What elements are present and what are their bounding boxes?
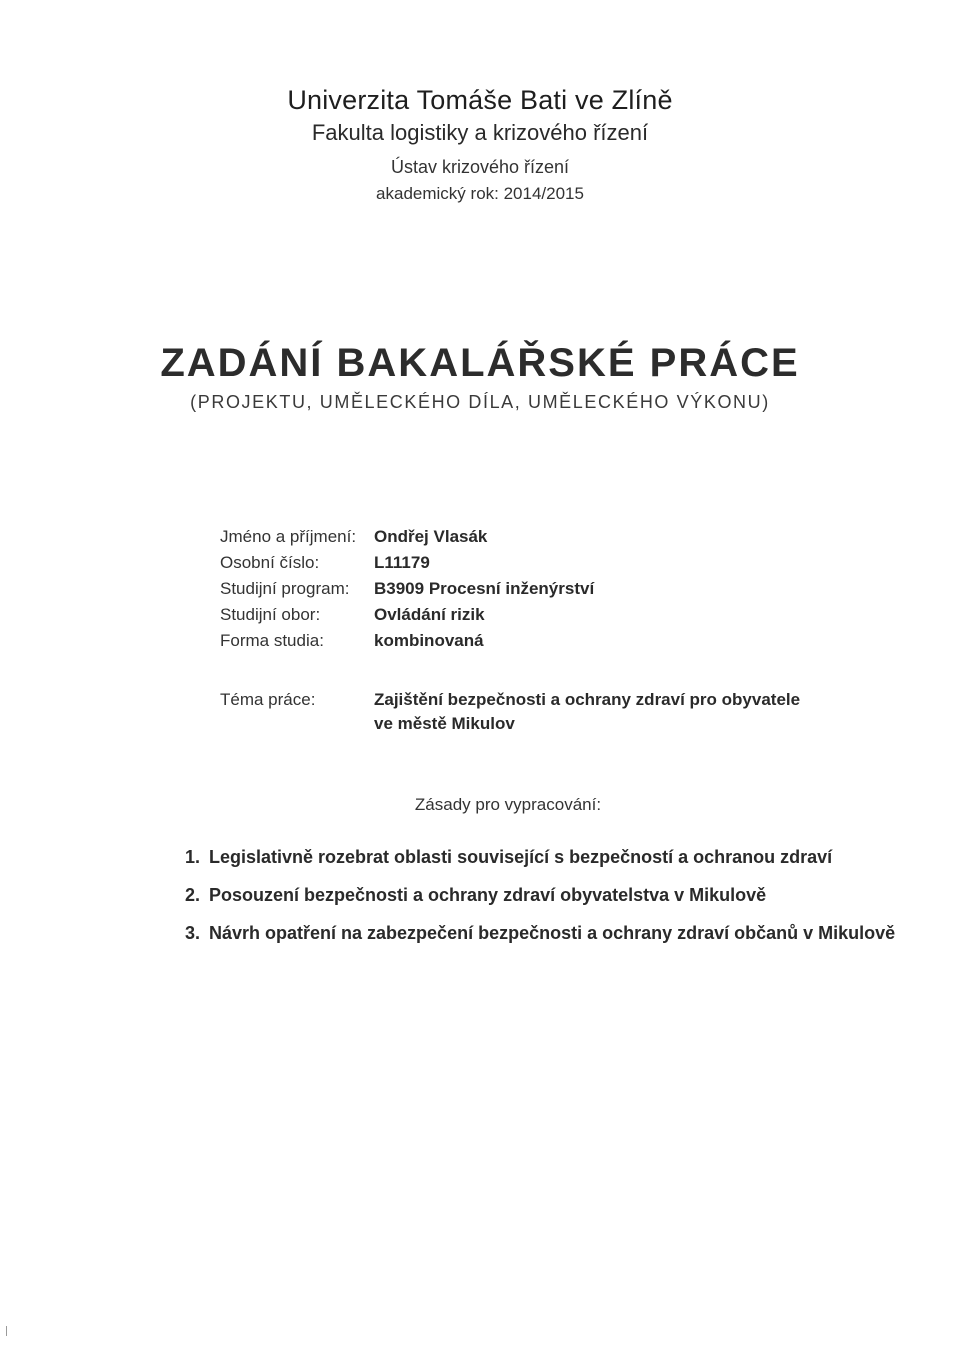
item-text: Legislativně rozebrat oblasti související s bezpečností a ochranou zdraví: [209, 846, 833, 867]
student-info: [220, 524, 594, 654]
academic-year: akademický rok: 2014/2015: [376, 184, 584, 203]
item-number: 1.: [185, 846, 201, 867]
topic-label: Téma práce:: [220, 690, 316, 709]
info-row-study-program: [220, 576, 594, 602]
info-value: L11179: [374, 553, 430, 572]
info-row-name: [220, 524, 594, 550]
info-value: kombinovaná: [374, 631, 484, 650]
document-subtitle: (PROJEKTU, UMĚLECKÉHO DÍLA, UMĚLECKÉHO VÝKONU): [190, 392, 770, 412]
info-row-study-field: [220, 602, 594, 628]
topic-value: Zajištění bezpečnosti a ochrany zdraví pro obyvatele ve městě Mikulov: [374, 690, 801, 733]
list-item: [185, 838, 895, 876]
info-row-study-form: [220, 628, 594, 654]
item-text: Posouzení bezpečnosti a ochrany zdraví obyvatelstva v Mikulově: [209, 884, 767, 905]
info-value: Ondřej Vlasák: [374, 527, 488, 546]
thesis-topic: [220, 688, 804, 736]
principles-list: [185, 838, 895, 952]
item-number: 3.: [185, 922, 201, 943]
info-label: Studijní obor:: [220, 605, 321, 624]
info-label: Forma studia:: [220, 631, 324, 650]
university-name: Univerzita Tomáše Bati ve Zlíně: [287, 85, 673, 115]
info-label: Studijní program:: [220, 579, 350, 598]
list-item: [185, 914, 895, 952]
faculty-name: Fakulta logistiky a krizového řízení: [311, 120, 649, 145]
document-header: [0, 84, 960, 206]
document-title: ZADÁNÍ BAKALÁŘSKÉ PRÁCE: [160, 341, 800, 385]
list-item: [185, 876, 895, 914]
item-text: Návrh opatření na zabezpečení bezpečnosti a ochrany zdraví občanů v Mikulově: [209, 922, 896, 943]
info-label: Jméno a příjmení:: [220, 527, 357, 546]
info-value: B3909 Procesní inženýrství: [374, 579, 595, 598]
institute-name: Ústav krizového řízení: [390, 157, 570, 177]
info-label: Osobní číslo:: [220, 553, 320, 572]
scan-mark: [6, 1326, 7, 1336]
title-block: [0, 340, 960, 414]
info-row-personal-number: [220, 550, 594, 576]
info-value: Ovládání rizik: [374, 605, 485, 624]
principles-heading: Zásady pro vypracování:: [414, 795, 602, 814]
item-number: 2.: [185, 884, 201, 905]
